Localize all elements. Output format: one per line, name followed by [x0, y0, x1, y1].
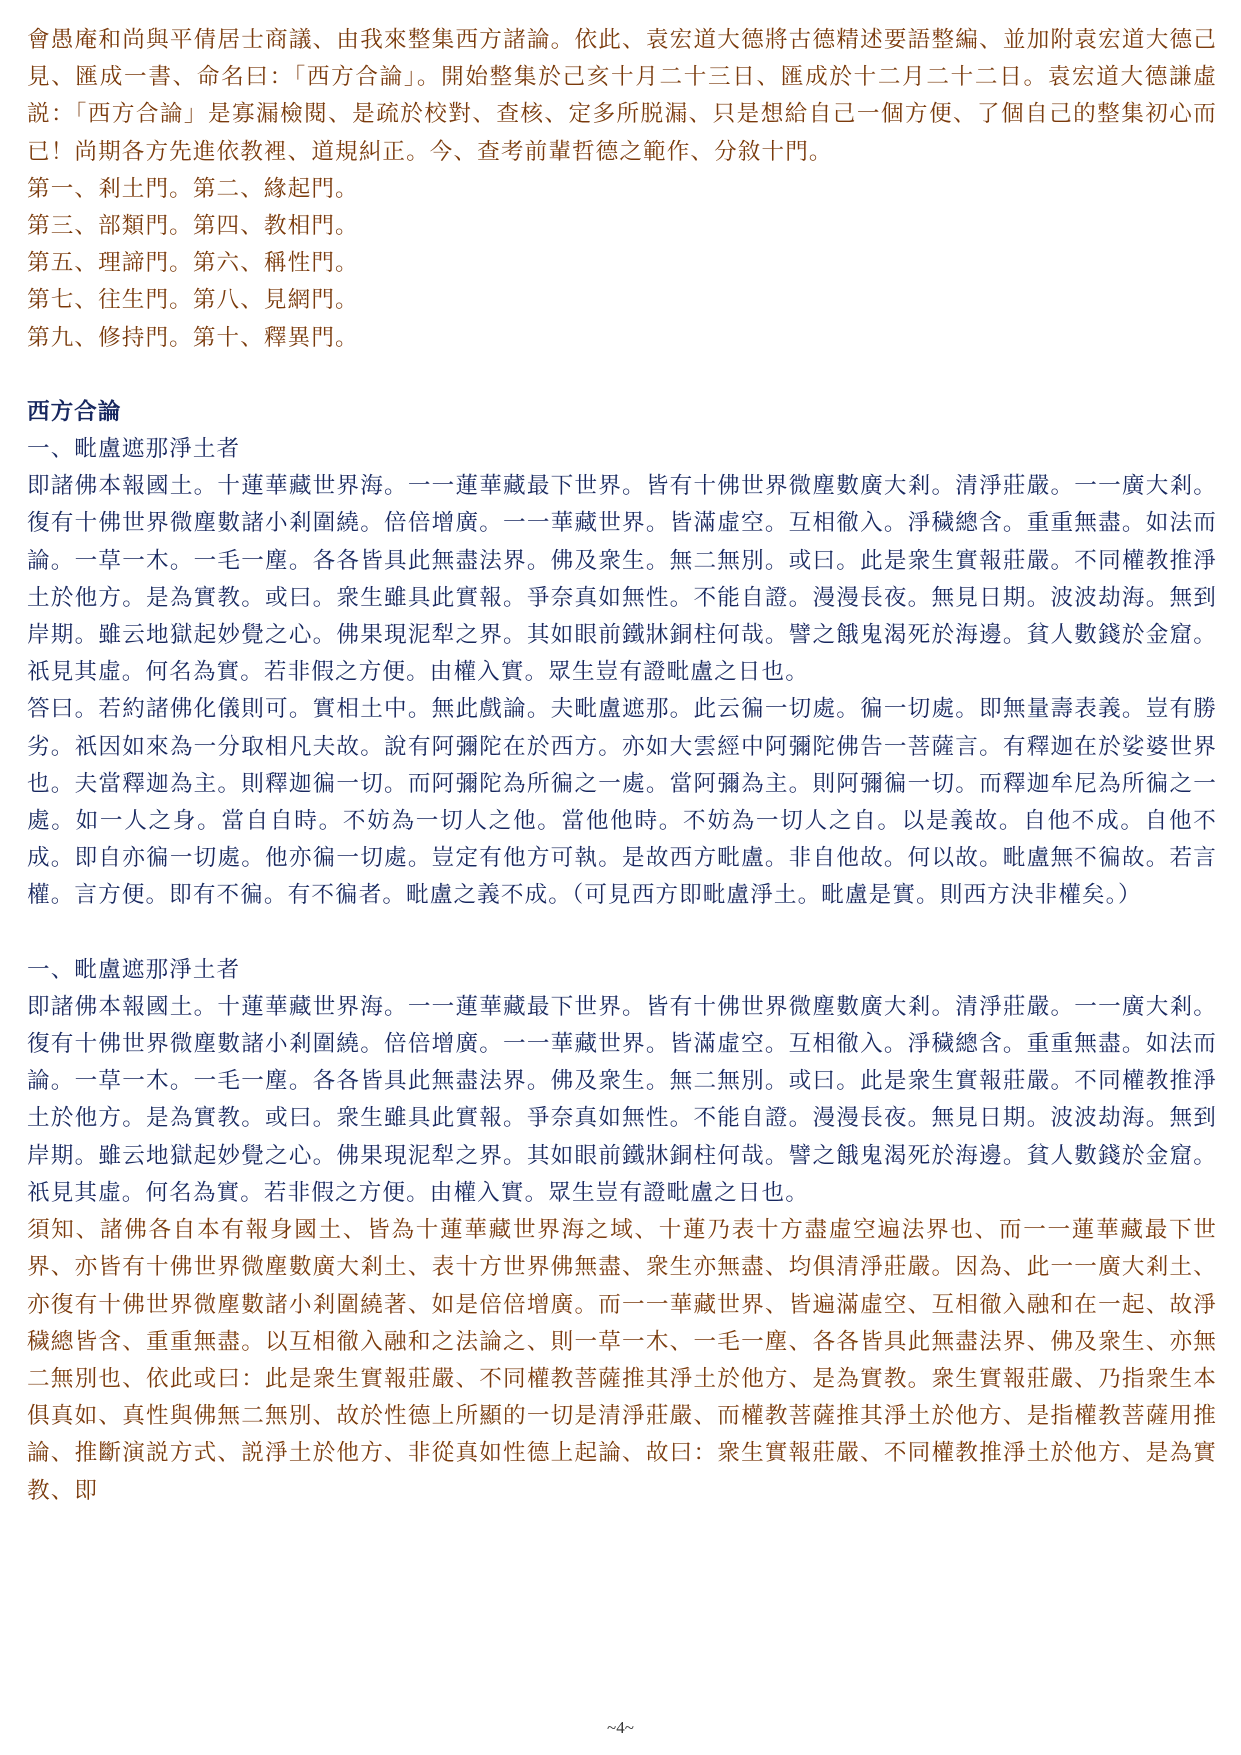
section-title: 西方合論 — [27, 398, 122, 425]
commentary-text: 須知、諸佛各自本有報身國土、皆為十蓮華藏世界海之域、十蓮乃表十方盡虛空遍法界也、而一一蓮華藏最下世界、亦皆有十佛世界微塵數廣大剎土、表十方世界佛無盡、衆生亦無盡、均俱清淨莊嚴。因為、此一一廣大剎土、亦復有十佛世界微塵數諸小剎圍繞著、如是倍倍增廣。而一一華藏世界、皆遍滿虛空、互相徹入融和在一起、故淨穢總皆含、重重無盡。以互相徹入融和之法論之、則一草一木、一毛一塵、各各皆具此無盡法界、佛及衆生、亦無二無別也、依此或曰：此是衆生實報莊嚴、不同權教菩薩推其淨土於他方、是為實教。衆生實報莊嚴、乃指衆生本俱真如、真性與佛無二無別、故於性德上所顯的一切是清淨莊嚴、而權教菩薩推其淨土於他方、是指權教菩薩用推論、推斷演説方式、説淨土於他方、非從真如性德上起論、故曰：衆生實報莊嚴、不同權教推淨土於他方、是為實教、即 — [27, 1217, 1217, 1504]
answer-text: 答曰。若約諸佛化儀則可。實相土中。無此戲論。夫毗盧遮那。此云徧一切處。徧一切處。即無量壽表義。豈有勝劣。祇因如來為一分取相凡夫故。說有阿彌陀在於西方。亦如大雲經中阿彌陀佛告一菩薩言。有釋迦在於娑婆世界也。夫當釋迦為主。則釋迦徧一切。而阿彌陀為所徧之一處。當阿彌為主。則阿彌徧一切。而釋迦牟尼為所徧之一處。如一人之身。當自自時。不妨為一切人之他。當他他時。不妨為一切人之自。以是義故。自他不成。自他不成。即自亦徧一切處。他亦徧一切處。豈定有他方可執。是故西方毗盧。非自他故。何以故。毗盧無不徧故。若言權。言方便。即有不徧。有不徧者。毗盧之義不成。（可見西方即毗盧淨土。毗盧是實。則西方決非權矣。） — [27, 696, 1217, 909]
spacer — [27, 357, 1217, 394]
section-heading: 一、毗盧遮那淨土者 — [27, 956, 241, 983]
gate-line: 第九、修持門。第十、釋異門。 — [27, 324, 359, 351]
section-heading: 一、毗盧遮那淨土者 — [27, 436, 241, 463]
gate-line: 第三、部類門。第四、教相門。 — [27, 213, 359, 240]
gate-line: 第五、理諦門。第六、稱性門。 — [27, 250, 359, 277]
spacer — [27, 915, 1217, 952]
document-page — [27, 22, 1217, 1510]
page-number: ~4~ — [607, 1718, 634, 1737]
gate-list — [27, 171, 1217, 357]
quoted-text: 即諸佛本報國土。十蓮華藏世界海。一一蓮華藏最下世界。皆有十佛世界微塵數廣大剎。清淨莊嚴。一一廣大剎。復有十佛世界微塵數諸小剎圍繞。倍倍增廣。一一華藏世界。皆滿虛空。互相徹入。淨穢總含。重重無盡。如法而論。一草一木。一毛一塵。各各皆具此無盡法界。佛及衆生。無二無別。或曰。此是衆生實報莊嚴。不同權教推淨土於他方。是為實教。或曰。衆生雖具此實報。爭奈真如無性。不能自證。漫漫長夜。無見日期。波波劫海。無到岸期。雖云地獄起妙覺之心。佛果現泥犁之界。其如眼前鐵牀銅柱何哉。譬之餓鬼渴死於海邊。貧人數錢於金窟。祇見其虛。何名為實。若非假之方便。由權入實。眾生豈有證毗盧之日也。 — [27, 993, 1217, 1206]
gate-line: 第七、往生門。第八、見網門。 — [27, 287, 359, 314]
intro-paragraph: 會愚庵和尚與平倩居士商議、由我來整集西方諸論。依此、袁宏道大德將古德精述要語整編、並加附袁宏道大德己見、匯成一書、命名曰：「西方合論」。開始整集於己亥十月二十三日、匯成於十二月二十二日。袁宏道大德謙虛説：「西方合論」是寡漏檢閱、是疏於校對、查核、定多所脱漏、只是想給自己一個方便、了個自己的整集初心而已！尚期各方先進依教裡、道規糾正。今、查考前輩哲德之範作、分敘十門。 — [27, 27, 1217, 165]
gate-line: 第一、剎土門。第二、緣起門。 — [27, 175, 359, 202]
quoted-text: 即諸佛本報國土。十蓮華藏世界海。一一蓮華藏最下世界。皆有十佛世界微塵數廣大剎。清淨莊嚴。一一廣大剎。復有十佛世界微塵數諸小剎圍繞。倍倍增廣。一一華藏世界。皆滿虛空。互相徹入。淨穢總含。重重無盡。如法而論。一草一木。一毛一塵。各各皆具此無盡法界。佛及衆生。無二無別。或曰。此是衆生實報莊嚴。不同權教推淨土於他方。是為實教。或曰。衆生雖具此實報。爭奈真如無性。不能自證。漫漫長夜。無見日期。波波劫海。無到岸期。雖云地獄起妙覺之心。佛果現泥犁之界。其如眼前鐵牀銅柱何哉。譬之餓鬼渴死於海邊。貧人數錢於金窟。祇見其虛。何名為實。若非假之方便。由權入實。眾生豈有證毗盧之日也。 — [27, 473, 1217, 686]
